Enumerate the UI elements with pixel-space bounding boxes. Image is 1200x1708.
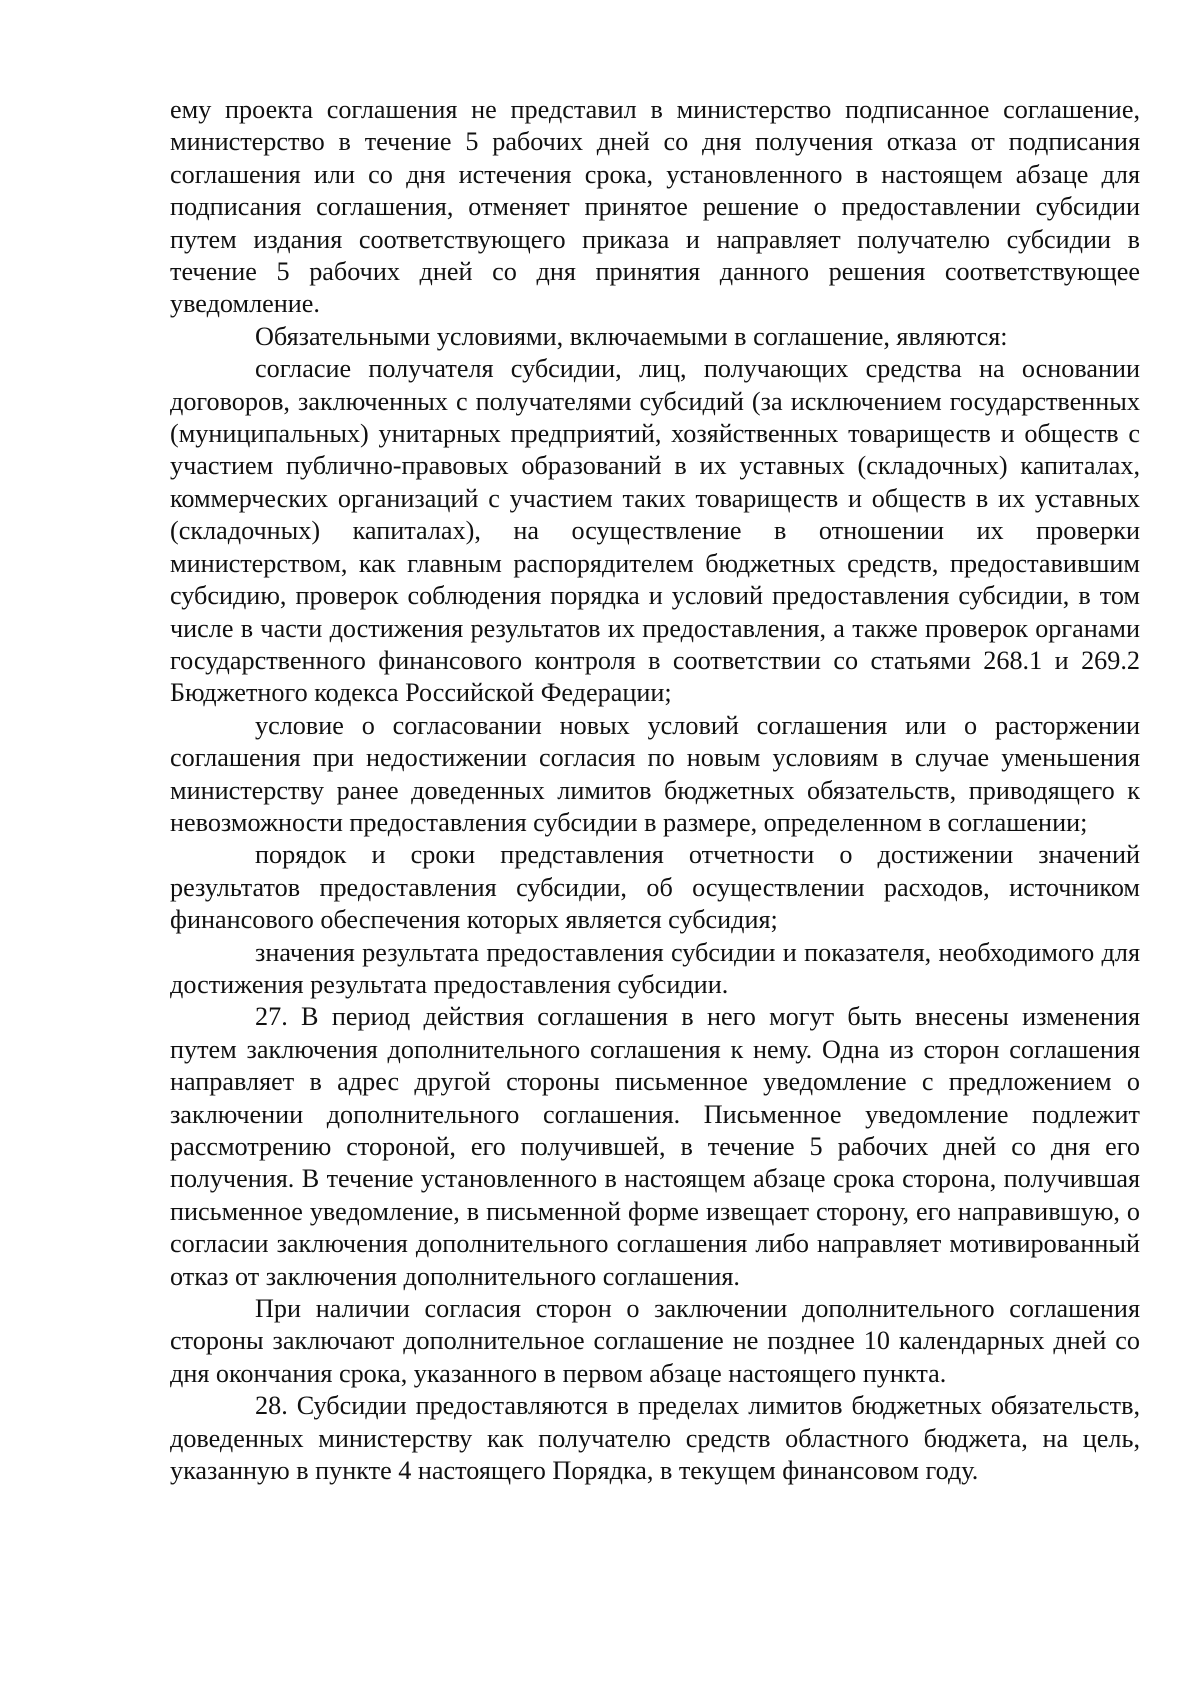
paragraph-3: согласие получателя субсидии, лиц, получающих средства на основании договоров, заключенных с получателями субсидий (за исключением государственных (муниципальных) унитарных предприятий, хозяйственных товариществ и обществ с участием публично-правовых образований в их уставных (складочных) капиталах, коммерческих организаций с участием таких товариществ и обществ в их уставных (складочных) капиталах), на осуществление в отношении их проверки министерством, как главным распорядителем бюджетных средств, предоставившим субсидию, проверок соблюдения порядка и условий предоставления субсидии, в том числе в части достижения результатов их предоставления, а также проверок органами государственного финансового контроля в соответствии со статьями 268.1 и 269.2 Бюджетного кодекса Российской Федерации;	[170, 354, 1140, 708]
paragraph-8: При наличии согласия сторон о заключении дополнительного соглашения стороны заключают дополнительное соглашение не позднее 10 календарных дней со дня окончания срока, указанного в первом абзаце настоящего пункта.	[170, 1294, 1140, 1388]
paragraph-4: условие о согласовании новых условий соглашения или о расторжении соглашения при недостижении согласия по новым условиям в случае уменьшения министерству ранее доведенных лимитов бюджетных обязательств, приводящего к невозможности предоставления субсидии в размере, определенном в соглашении;	[170, 710, 1140, 837]
paragraph-9: 28. Субсидии предоставляются в пределах лимитов бюджетных обязательств, доведенных министерству как получателю средств областного бюджета, на цель, указанную в пункте 4 настоящего Порядка, в текущем финансовом году.	[170, 1391, 1140, 1486]
paragraph-6: значения результата предоставления субсидии и показателя, необходимого для достижения результата предоставления субсидии.	[170, 937, 1140, 999]
paragraph-1: ему проекта соглашения не представил в министерство подписанное соглашение, министерство в течение 5 рабочих дней со дня получения отказа от подписания соглашения или со дня истечения срока, установленного в настоящем абзаце для подписания соглашения, отменяет принятое решение о предоставлении субсидии путем издания соответствующего приказа и направляет получателю субсидии в течение 5 рабочих дней со дня принятия данного решения соответствующее уведомление.	[170, 95, 1140, 319]
paragraph-2: Обязательными условиями, включаемыми в соглашение, являются:	[255, 321, 1008, 351]
paragraph-5: порядок и сроки представления отчетности о достижении значений результатов предоставления субсидии, об осуществлении расходов, источником финансового обеспечения которых является субсидия;	[170, 840, 1140, 935]
document-page	[170, 94, 1140, 1487]
paragraph-7: 27. В период действия соглашения в него могут быть внесены изменения путем заключения дополнительного соглашения к нему. Одна из сторон соглашения направляет в адрес другой стороны письменное уведомление с предложением о заключении дополнительного соглашения. Письменное уведомление подлежит рассмотрению стороной, его получившей, в течение 5 рабочих дней со дня его получения. В течение установленного в настоящем абзаце срока сторона, получившая письменное уведомление, в письменной форме извещает сторону, его направившую, о согласии заключения дополнительного соглашения либо направляет мотивированный отказ от заключения дополнительного соглашения.	[170, 1002, 1140, 1291]
